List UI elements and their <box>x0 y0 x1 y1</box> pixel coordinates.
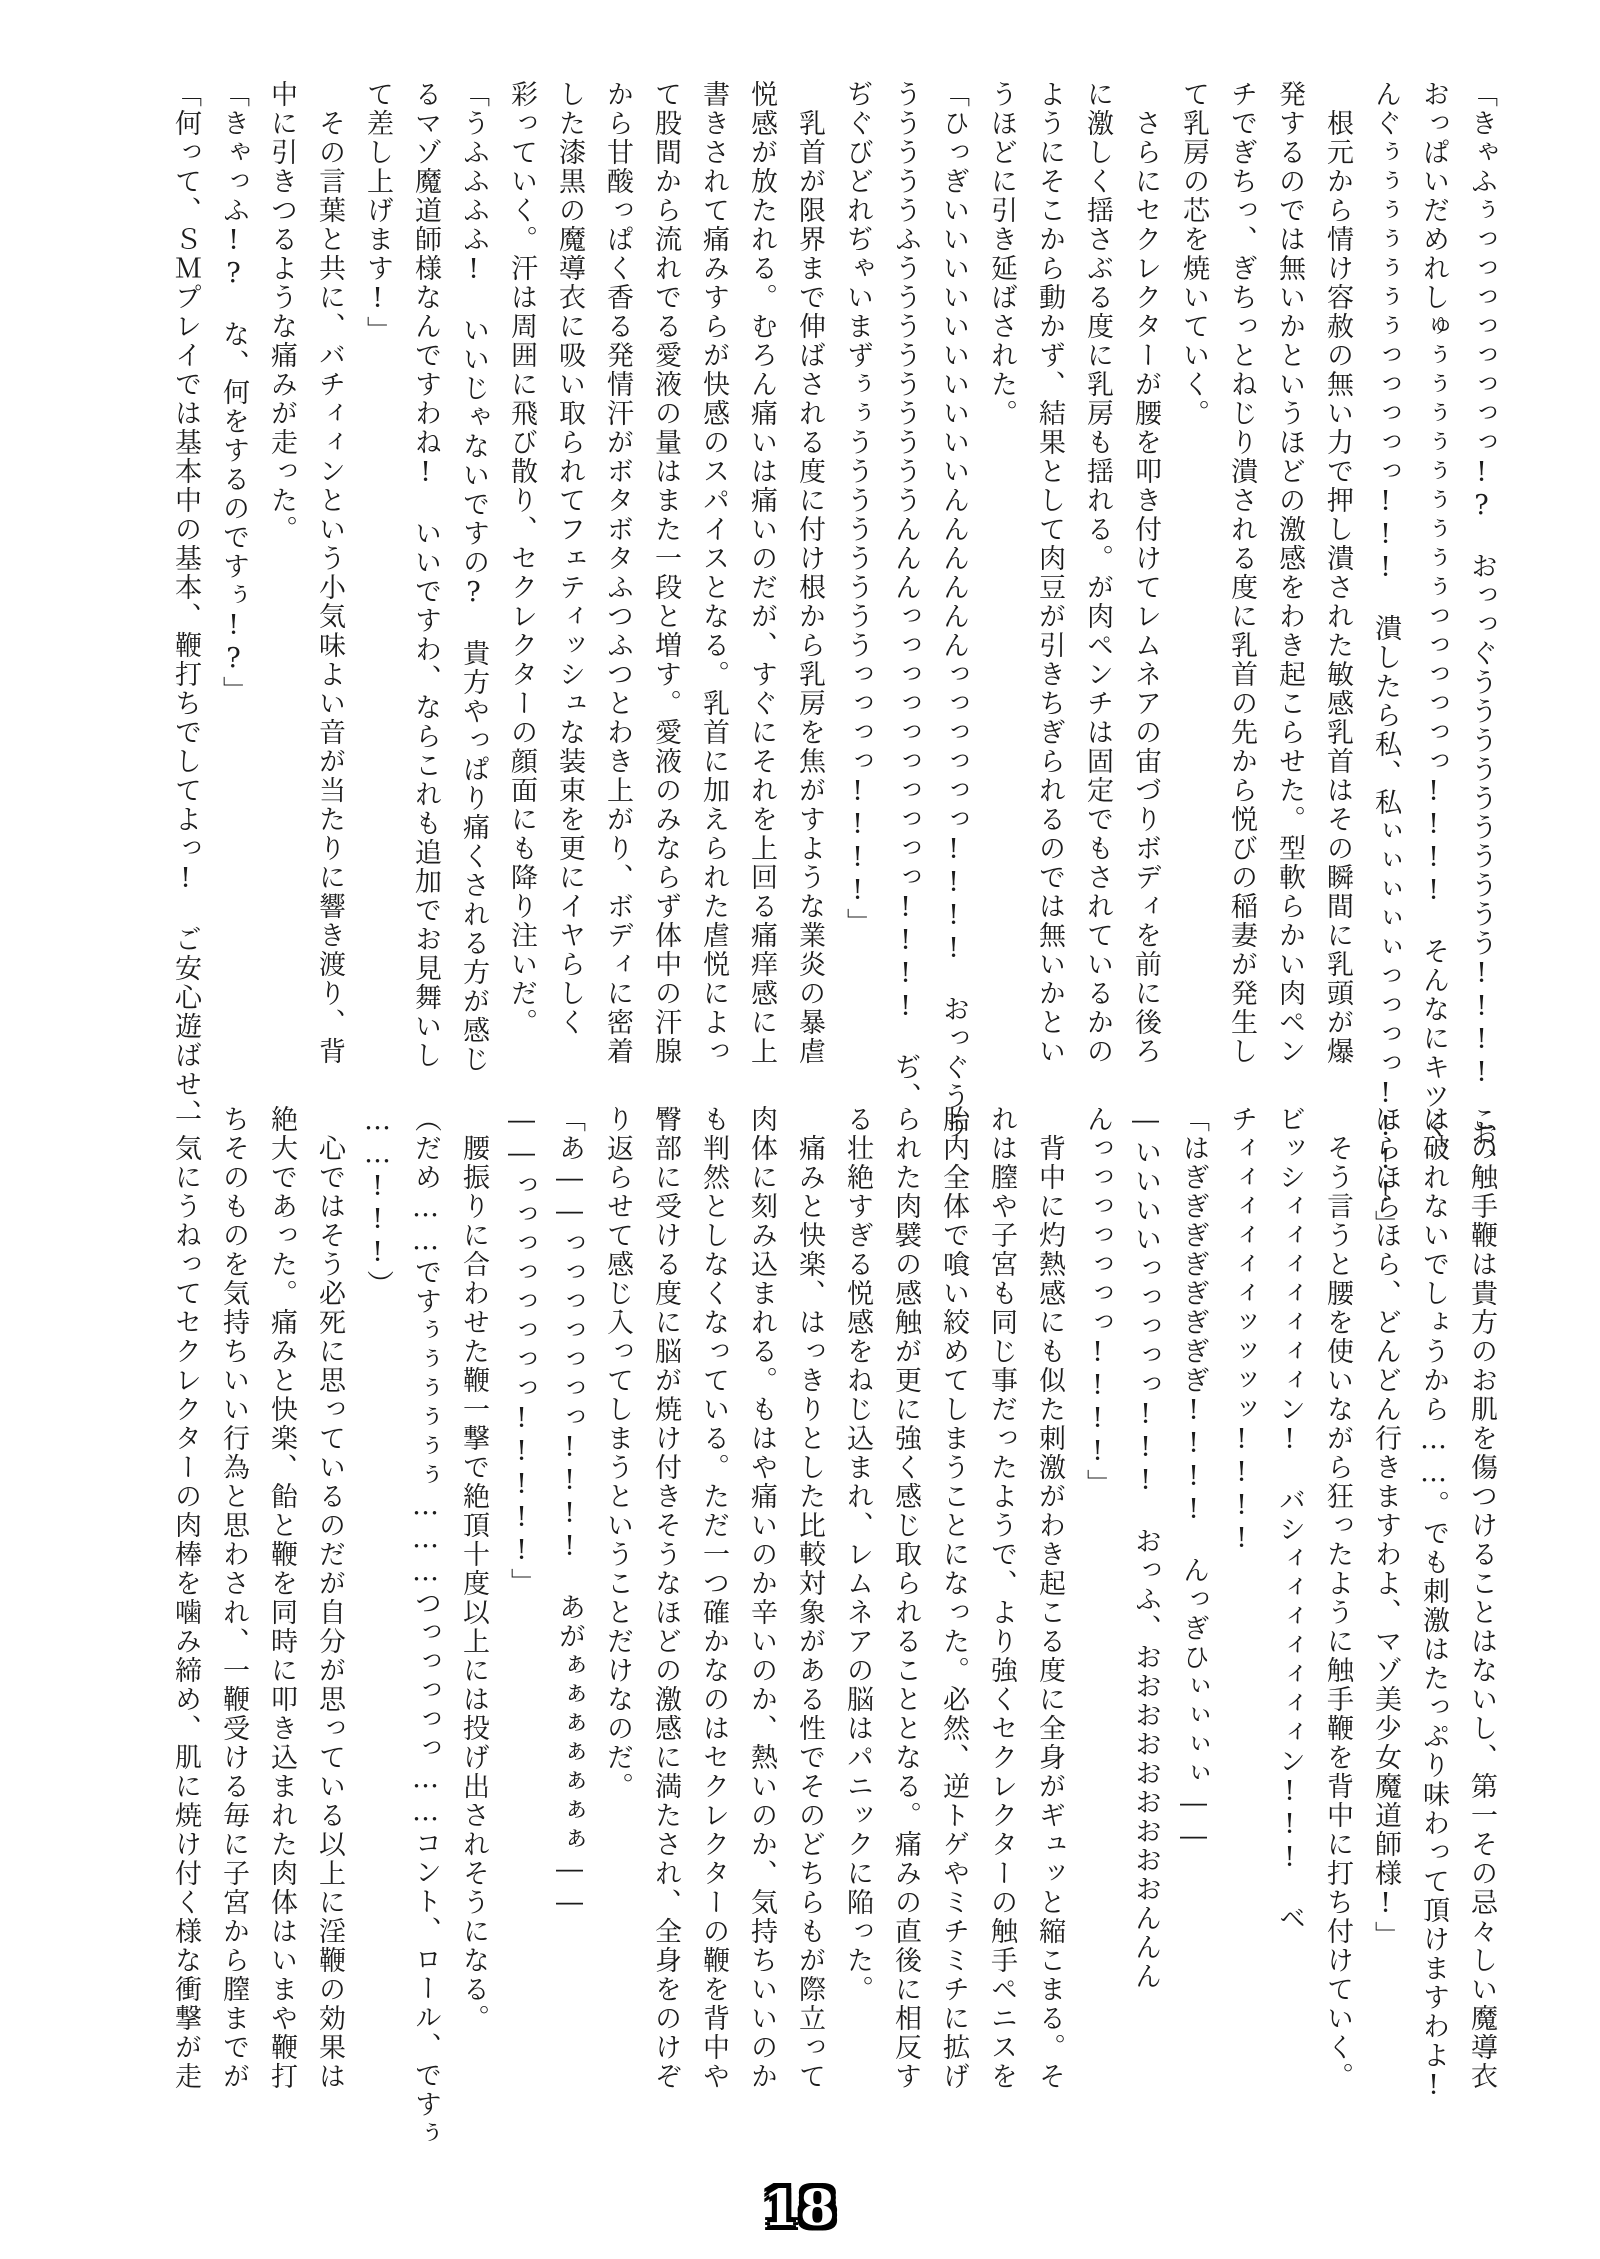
text-column: 絶大であった。痛みと快楽、飴と鞭を同時に叩き込まれた肉体はいまや鞭打 <box>266 1105 297 2091</box>
text-column: 「ひっぎいいいいいいいいいいんんんんんんっっっっっっ!!!! おっぐうう <box>938 80 969 1140</box>
text-column: 根元から情け容赦の無い力で押し潰された敏感乳首はその瞬間に乳頭が爆 <box>1322 80 1353 1066</box>
text-column: んぐぅぅぅぅぅぅぅっっっっっ!!! 潰したら私、私ぃぃぃぃぃっっっっ!!!!」 <box>1370 80 1401 1239</box>
text-column: て乳房の芯を焼いていく。 <box>1178 80 1209 428</box>
page-number: 18 <box>763 2178 837 2237</box>
text-column: ……!!!） <box>362 1105 393 1299</box>
text-column: 「きゃっふ!? な、何をするのですぅ!?」 <box>218 80 249 705</box>
text-column: 発するのでは無いかというほどの激感をわき起こらせた。型軟らかい肉ペン <box>1274 80 1305 1066</box>
text-column: は破れないでしょうから……。でも刺激はたっぷり味わって頂けますわよ! <box>1418 1105 1449 2103</box>
text-column: 心ではそう必死に思っているのだが自分が思っている以上に淫鞭の効果は <box>314 1105 345 2091</box>
text-column: て股間から流れでる愛液の量はまた一段と増す。愛液のみならず体中の汗腺 <box>650 80 681 1066</box>
text-column: チィィィィィィッッッッ!!!! <box>1226 1105 1257 1556</box>
text-column: 書きされて痛みすらが快感のスパイスとなる。乳首に加えられた虐悦によっ <box>698 80 729 1066</box>
text-column: チでぎちっ、ぎちっとねじり潰される度に乳首の先から悦びの稲妻が発生し <box>1226 80 1257 1066</box>
text-column: 彩っていく。汗は周囲に飛び散り、セクレクターの顔面にも降り注いだ。 <box>506 80 537 1037</box>
text-column: から甘酸っぱく香る発情汗がボタボタふつふつとわき上がり、ボディに密着 <box>602 80 633 1066</box>
text-column: り返らせて感じ入ってしまうということだけなのだ。 <box>602 1105 633 1801</box>
text-column: 「うふふふふ! いいじゃないですの? 貴方やっぱり痛くされる方が感じ <box>458 80 489 1074</box>
text-column: ほらほらほら、どんどん行きますわよ、マゾ美少女魔道師様!」 <box>1370 1105 1401 1950</box>
text-column: 痛みと快楽、はっきりとした比較対象がある性でそのどちらもが際立って <box>794 1105 825 2091</box>
text-column: 「あ――っっっっっっっ!!!! あがぁぁぁぁぁぁぁ―― <box>554 1105 585 1920</box>
text-column: 「何って、ＳＭプレイでは基本中の基本、鞭打ちでしてよっ! ご安心遊ばせ、 <box>170 80 201 1128</box>
text-column: 肉体に刻み込まれる。もはや痛いのか辛いのか、熱いのか、気持ちいいのか <box>746 1105 777 2091</box>
text-column: るマゾ魔道師様なんですわね! いいですわ、ならこれも追加でお見舞いし <box>410 80 441 1070</box>
text-column: うほどに引き延ばされた。 <box>986 80 1017 428</box>
text-column: そう言うと腰を使いながら狂ったように触手鞭を背中に打ち付けていく。 <box>1322 1105 1353 2091</box>
text-column: 乳首が限界まで伸ばされる度に付け根から乳房を焦がすような業炎の暴虐 <box>794 80 825 1066</box>
text-block-bottom <box>161 1105 1505 2148</box>
text-column: んっっっっっっっ!!!!」 <box>1082 1105 1113 1498</box>
text-column: 臀部に受ける度に脳が焼け付きそうなほどの激感に満たされ、全身をのけぞ <box>650 1105 681 2091</box>
text-column: その言葉と共に、バチィィンという小気味よい音が当たりに響き渡り、背 <box>314 80 345 1066</box>
text-column: 中に引きつるような痛みが走った。 <box>266 80 297 544</box>
text-column: て差し上げます!」 <box>362 80 393 345</box>
text-column: れは膣や子宮も同じ事だったようで、より強くセクレクターの触手ペニスを <box>986 1105 1017 2091</box>
text-column: も判然としなくなっている。ただ一つ確かなのはセクレクターの鞭を背中や <box>698 1105 729 2091</box>
text-column: この触手鞭は貴方のお肌を傷つけることはないし、第一その忌々しい魔導衣 <box>1466 1105 1497 2091</box>
text-column: 一気にうねってセクレクターの肉棒を噛み締め、肌に焼け付く様な衝撃が走 <box>170 1105 201 2091</box>
text-column: した漆黒の魔導衣に吸い取られてフェティッシュな装束を更にイヤらしく <box>554 80 585 1037</box>
text-column: さらにセクレクターが腰を叩き付けてレムネアの宙づりボディを前に後ろ <box>1130 80 1161 1066</box>
text-column: られた肉襞の感触が更に強く感じ取られることとなる。痛みの直後に相反す <box>890 1105 921 2091</box>
text-column: ビッシィィィィィィィン! バシィィィィィィィン!!! ベ <box>1274 1105 1305 1933</box>
text-column: ようにそこから動かず、結果として肉豆が引きちぎられるのでは無いかとい <box>1034 80 1065 1066</box>
text-column: に激しく揺さぶる度に乳房も揺れる。が肉ペンチは固定でもされているかの <box>1082 80 1113 1066</box>
text-column: ちそのものを気持ちいい行為と思わされ、一鞭受ける毎に子宮から膣までが <box>218 1105 249 2091</box>
text-block-top <box>161 80 1505 1239</box>
text-column: 背中に灼熱感にも似た刺激がわき起こる度に全身がギュッと縮こまる。そ <box>1034 1105 1065 2091</box>
text-column: 胎内全体で喰い絞めてしまうことになった。必然、逆トゲやミチミチに拡げ <box>938 1105 969 2091</box>
text-column: 悦感が放たれる。むろん痛いは痛いのだが、すぐにそれを上回る痛痒感に上 <box>746 80 777 1066</box>
text-column: る壮絶すぎる悦感をねじ込まれ、レムネアの脳はパニックに陥った。 <box>842 1105 873 2004</box>
text-column: 「きゃふぅっっっっっっっっ!? おっっぐうううううううううう!!!! お、 <box>1466 80 1497 1177</box>
text-column: ―いいいいっっっっっ!!! おっふ、おおおおおおおおおんんん <box>1130 1105 1161 1991</box>
text-column: 「はぎぎぎぎぎぎぎぎ!!!! んっぎひぃぃぃぃ―― <box>1178 1105 1209 1854</box>
text-column: ――っっっっっっっっ!!!!!」 <box>506 1105 537 1597</box>
text-column: うううううふうううううううううんんんっっっっっっっっっっ!!!! ぢ、 <box>890 80 921 1111</box>
text-column: （だめ……ですぅぅぅぅぅぅ………つっっっっっ……コント、ロール、ですぅ <box>410 1105 441 2148</box>
text-column: ぢぐびどれぢゃいまずぅぅううううううううっっっっ!!!!」 <box>842 80 873 937</box>
text-column: 腰振りに合わせた鞭一撃で絶頂十度以上には投げ出されそうになる。 <box>458 1105 489 2033</box>
text-column: おっぱいだめれしゅぅぅぅぅぅぅぅぅぅっっっっっっ!!!! そんなにキツく、 <box>1418 80 1449 1169</box>
